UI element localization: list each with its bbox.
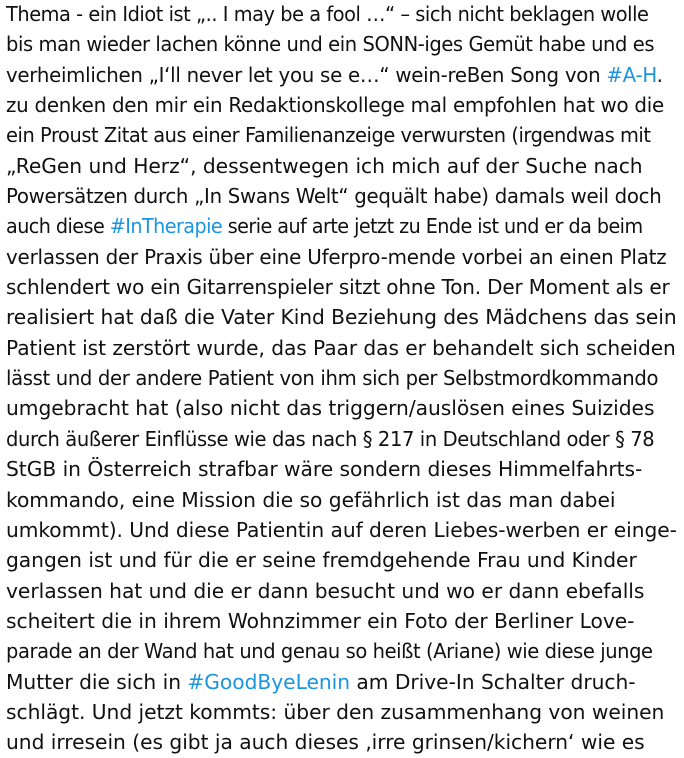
text-line [6,302,679,332]
hashtag-a-h-link[interactable]: #A-H [606,62,657,87]
text-line [6,667,680,697]
text-segment: kommando, eine Mission die so gefährlich ist das man dabei [6,487,616,512]
text-segment: umkommt). Und diese Patientin auf deren Liebes-werben er einge- [6,517,677,542]
text-segment: auch diese [6,214,110,239]
text-line [6,333,678,363]
text-line [6,90,666,120]
text-line [6,727,680,757]
text-line [6,211,644,241]
hashtag-intherapie-link[interactable]: #InTherapie [109,214,223,239]
text-line [6,272,671,302]
text-segment: „ReGen und Herz“, dessentwegen ich mich auf der Suche nach [6,153,643,178]
text-line [6,424,656,454]
text-segment: bis man wieder lachen könne und ein SONN-iges Gemüt habe und es [6,32,655,57]
text-line [6,485,680,515]
text-line [6,636,655,666]
text-segment: ein Proust Zitat aus einer Familienanzeige verwursten (irgendwas mit [6,123,651,148]
text-segment: serie auf arte jetzt zu Ende ist und er da beim [222,214,643,239]
text-segment: Patient ist zerstört wurde, das Paar das er behandelt sich scheiden [6,335,676,360]
text-segment: und irresein (es gibt ja auch dieses ‚irre grinsen/kichern‘ wie es [6,730,645,755]
text-line [6,151,680,181]
text-segment: verlassen hat und die er dann besucht und wo er dann ebefalls [6,578,645,603]
text-line [6,576,680,606]
text-segment: verheimlichen „I‘ll never let you se e…“ wein-reBen Song von [6,62,607,87]
text-segment: parade an der Wand hat und genau so heißt (Ariane) wie diese junge [6,639,653,664]
text-line [6,29,656,59]
text-segment: Thema - ein Idiot ist „.. I may be a fool …“ – sich nicht beklagen wolle [6,2,649,26]
text-segment: durch äußerer Einflüsse wie das nach § 217 in Deutschland oder § 78 [6,426,655,451]
text-segment: scheitert die in ihrem Wohnzimmer ein Foto der Berliner Love- [6,608,635,633]
text-segment: Powersätzen durch „In Swans Welt“ gequält habe) damals weil doch [6,184,662,209]
text-segment: . [656,62,663,87]
text-line [6,393,680,423]
text-line [6,120,652,150]
text-line [6,242,668,272]
text-segment: gangen ist und für die er seine fremdgehende Frau und Kinder [6,548,637,573]
text-segment: Mutter die sich in [6,669,188,694]
text-segment: schlägt. Und jetzt kommts: über den zusammenhang von weinen [6,699,665,724]
hashtag-goodbyelenin-link[interactable]: #GoodByeLenin [187,669,351,694]
text-body [6,0,682,758]
text-line [6,515,679,545]
text-line [6,606,680,636]
text-line [6,545,680,575]
text-line [6,60,664,90]
text-segment: StGB in Österreich strafbar wäre sondern dieses Himmelfahrts- [6,457,643,482]
text-line [6,697,680,727]
text-segment: schlendert wo ein Gitarrenspieler sitzt ohne Ton. Der Moment als er [6,275,670,300]
text-line [6,0,650,29]
text-line [6,181,663,211]
text-line [6,454,680,484]
text-segment: am Drive-In Schalter druch- [350,669,636,694]
text-segment: realisiert hat daß die Vater Kind Beziehung des Mädchens das sein [6,305,677,330]
text-segment: umgebracht hat (also nicht das triggern/auslösen eines Suizides [6,396,655,421]
text-line [6,363,660,393]
text-segment: lässt und der andere Patient von ihm sich per Selbstmordkommando [6,366,659,391]
text-segment: verlassen der Praxis über eine Uferpro-mende vorbei an einen Platz [6,244,667,269]
text-segment: zu denken den mir ein Redaktionskollege mal empfohlen hat wo die [6,93,664,118]
